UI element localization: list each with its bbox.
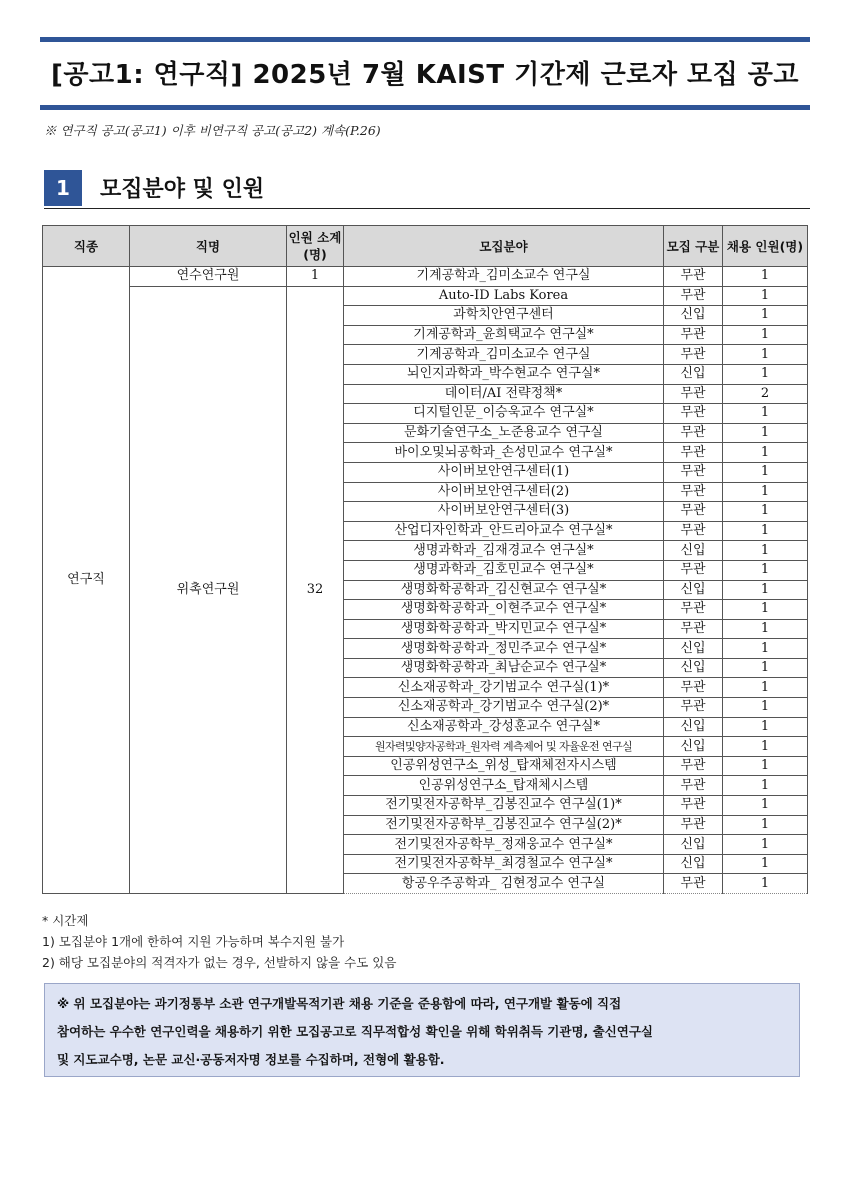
field-cell: 생명화학공학과_이현주교수 연구실* — [344, 600, 664, 620]
type-cell: 무관 — [664, 345, 723, 365]
field-cell: 전기및전자공학부_김봉진교수 연구실(1)* — [344, 796, 664, 816]
title-top-rule — [40, 37, 810, 42]
table-row — [43, 267, 808, 287]
field-cell: Auto-ID Labs Korea — [344, 286, 664, 306]
count-cell: 1 — [723, 580, 808, 600]
type-cell: 신입 — [664, 737, 723, 757]
type-cell: 무관 — [664, 443, 723, 463]
type-cell: 무관 — [664, 796, 723, 816]
header-subtotal: 인원 소계(명) — [287, 226, 344, 267]
continuation-note: ※ 연구직 공고(공고1) 이후 비연구직 공고(공고2) 계속(P.26) — [44, 123, 381, 138]
footnote-single-application: 1) 모집분야 1개에 한하여 지원 가능하며 복수지원 불가 — [42, 934, 345, 949]
table-row — [43, 286, 808, 306]
type-cell: 무관 — [664, 678, 723, 698]
count-cell: 1 — [723, 521, 808, 541]
type-cell: 신입 — [664, 639, 723, 659]
field-cell: 기계공학과_김미소교수 연구실 — [344, 345, 664, 365]
type-cell: 신입 — [664, 854, 723, 874]
field-cell: 전기및전자공학부_김봉진교수 연구실(2)* — [344, 815, 664, 835]
count-cell: 1 — [723, 364, 808, 384]
count-cell: 1 — [723, 815, 808, 835]
notice-line: 및 지도교수명, 논문 교신·공동저자명 정보를 수집하며, 전형에 활용함. — [57, 1052, 445, 1067]
count-cell: 1 — [723, 619, 808, 639]
type-cell: 무관 — [664, 698, 723, 718]
count-cell: 1 — [723, 423, 808, 443]
subtotal-cell: 32 — [287, 286, 344, 893]
count-cell: 1 — [723, 482, 808, 502]
count-cell: 1 — [723, 678, 808, 698]
count-cell: 1 — [723, 560, 808, 580]
category-cell: 연구직 — [43, 267, 130, 894]
title-bottom-rule — [40, 105, 810, 110]
field-cell: 전기및전자공학부_최경철교수 연구실* — [344, 854, 664, 874]
count-cell: 1 — [723, 267, 808, 287]
header-position: 직명 — [130, 226, 287, 267]
section-heading — [44, 170, 810, 209]
position-cell: 연수연구원 — [130, 267, 287, 287]
count-cell: 1 — [723, 345, 808, 365]
type-cell: 무관 — [664, 423, 723, 443]
field-cell: 디지털인문_이승욱교수 연구실* — [344, 404, 664, 424]
field-cell: 데이터/AI 전략정책* — [344, 384, 664, 404]
notice-line: ※ 위 모집분야는 과기정통부 소관 연구개발목적기관 채용 기준을 준용함에 따라, 연구개발 활동에 직접 — [57, 996, 622, 1011]
type-cell: 신입 — [664, 364, 723, 384]
type-cell: 무관 — [664, 560, 723, 580]
field-cell: 기계공학과_김미소교수 연구실 — [344, 267, 664, 287]
count-cell: 1 — [723, 639, 808, 659]
footnote-no-selection: 2) 해당 모집분야의 적격자가 없는 경우, 선발하지 않을 수도 있음 — [42, 955, 397, 970]
type-cell: 무관 — [664, 600, 723, 620]
count-cell: 1 — [723, 286, 808, 306]
count-cell: 1 — [723, 835, 808, 855]
count-cell: 1 — [723, 541, 808, 561]
field-cell: 사이버보안연구센터(2) — [344, 482, 664, 502]
field-cell: 기계공학과_윤희택교수 연구실* — [344, 325, 664, 345]
type-cell: 무관 — [664, 874, 723, 894]
page-title: [공고1: 연구직] 2025년 7월 KAIST 기간제 근로자 모집 공고 — [51, 60, 799, 90]
type-cell: 신입 — [664, 658, 723, 678]
footnotes — [42, 910, 396, 973]
field-cell: 생명화학공학과_최남순교수 연구실* — [344, 658, 664, 678]
field-cell: 사이버보안연구센터(1) — [344, 462, 664, 482]
type-cell: 신입 — [664, 541, 723, 561]
notice-box — [44, 983, 800, 1077]
field-cell: 바이오및뇌공학과_손성민교수 연구실* — [344, 443, 664, 463]
field-cell: 신소재공학과_강성훈교수 연구실* — [344, 717, 664, 737]
type-cell: 무관 — [664, 462, 723, 482]
notice-line: 참여하는 우수한 연구인력을 채용하기 위한 모집공고로 직무적합성 확인을 위해 학위취득 기관명, 출신연구실 — [57, 1024, 653, 1039]
table-header-row — [43, 226, 808, 267]
section-number-badge: 1 — [44, 170, 82, 206]
field-cell: 생명화학공학과_박지민교수 연구실* — [344, 619, 664, 639]
count-cell: 1 — [723, 306, 808, 326]
type-cell: 무관 — [664, 619, 723, 639]
field-cell: 생명화학공학과_김신현교수 연구실* — [344, 580, 664, 600]
field-cell: 신소재공학과_강기범교수 연구실(2)* — [344, 698, 664, 718]
field-cell: 문화기술연구소_노준용교수 연구실 — [344, 423, 664, 443]
type-cell: 무관 — [664, 482, 723, 502]
count-cell: 1 — [723, 756, 808, 776]
count-cell: 1 — [723, 462, 808, 482]
type-cell: 무관 — [664, 404, 723, 424]
field-cell: 인공위성연구소_탑재체시스템 — [344, 776, 664, 796]
count-cell: 1 — [723, 600, 808, 620]
field-cell: 사이버보안연구센터(3) — [344, 502, 664, 522]
type-cell: 무관 — [664, 776, 723, 796]
type-cell: 신입 — [664, 306, 723, 326]
type-cell: 무관 — [664, 286, 723, 306]
field-cell: 과학치안연구센터 — [344, 306, 664, 326]
count-cell: 1 — [723, 404, 808, 424]
count-cell: 1 — [723, 874, 808, 894]
field-cell: 뇌인지과학과_박수현교수 연구실* — [344, 364, 664, 384]
table-body — [43, 267, 808, 894]
count-cell: 1 — [723, 796, 808, 816]
count-cell: 1 — [723, 717, 808, 737]
field-cell: 전기및전자공학부_정재웅교수 연구실* — [344, 835, 664, 855]
type-cell: 무관 — [664, 325, 723, 345]
field-cell: 인공위성연구소_위성_탑재체전자시스템 — [344, 756, 664, 776]
count-cell: 1 — [723, 443, 808, 463]
field-cell: 원자력및양자공학과_원자력 계측제어 및 자율운전 연구실 — [344, 737, 664, 757]
subtotal-cell: 1 — [287, 267, 344, 287]
type-cell: 신입 — [664, 835, 723, 855]
field-cell: 생명과학과_김호민교수 연구실* — [344, 560, 664, 580]
type-cell: 무관 — [664, 502, 723, 522]
field-cell: 생명과학과_김재경교수 연구실* — [344, 541, 664, 561]
type-cell: 무관 — [664, 756, 723, 776]
recruitment-table — [42, 225, 808, 894]
header-type: 모집 구분 — [664, 226, 723, 267]
type-cell: 무관 — [664, 521, 723, 541]
position-cell: 위촉연구원 — [130, 286, 287, 893]
header-count: 채용 인원(명) — [723, 226, 808, 267]
header-field: 모집분야 — [344, 226, 664, 267]
footnote-part-time: * 시간제 — [42, 913, 89, 928]
count-cell: 1 — [723, 854, 808, 874]
type-cell: 무관 — [664, 267, 723, 287]
count-cell: 1 — [723, 776, 808, 796]
count-cell: 1 — [723, 698, 808, 718]
count-cell: 1 — [723, 325, 808, 345]
count-cell: 1 — [723, 737, 808, 757]
type-cell: 무관 — [664, 815, 723, 835]
field-cell: 산업디자인학과_안드리아교수 연구실* — [344, 521, 664, 541]
count-cell: 1 — [723, 658, 808, 678]
section-title: 모집분야 및 인원 — [100, 177, 265, 202]
count-cell: 1 — [723, 502, 808, 522]
header-category: 직종 — [43, 226, 130, 267]
type-cell: 신입 — [664, 580, 723, 600]
field-cell: 생명화학공학과_정민주교수 연구실* — [344, 639, 664, 659]
field-cell: 항공우주공학과_ 김현정교수 연구실 — [344, 874, 664, 894]
count-cell: 2 — [723, 384, 808, 404]
type-cell: 무관 — [664, 384, 723, 404]
type-cell: 신입 — [664, 717, 723, 737]
field-cell: 신소재공학과_강기범교수 연구실(1)* — [344, 678, 664, 698]
